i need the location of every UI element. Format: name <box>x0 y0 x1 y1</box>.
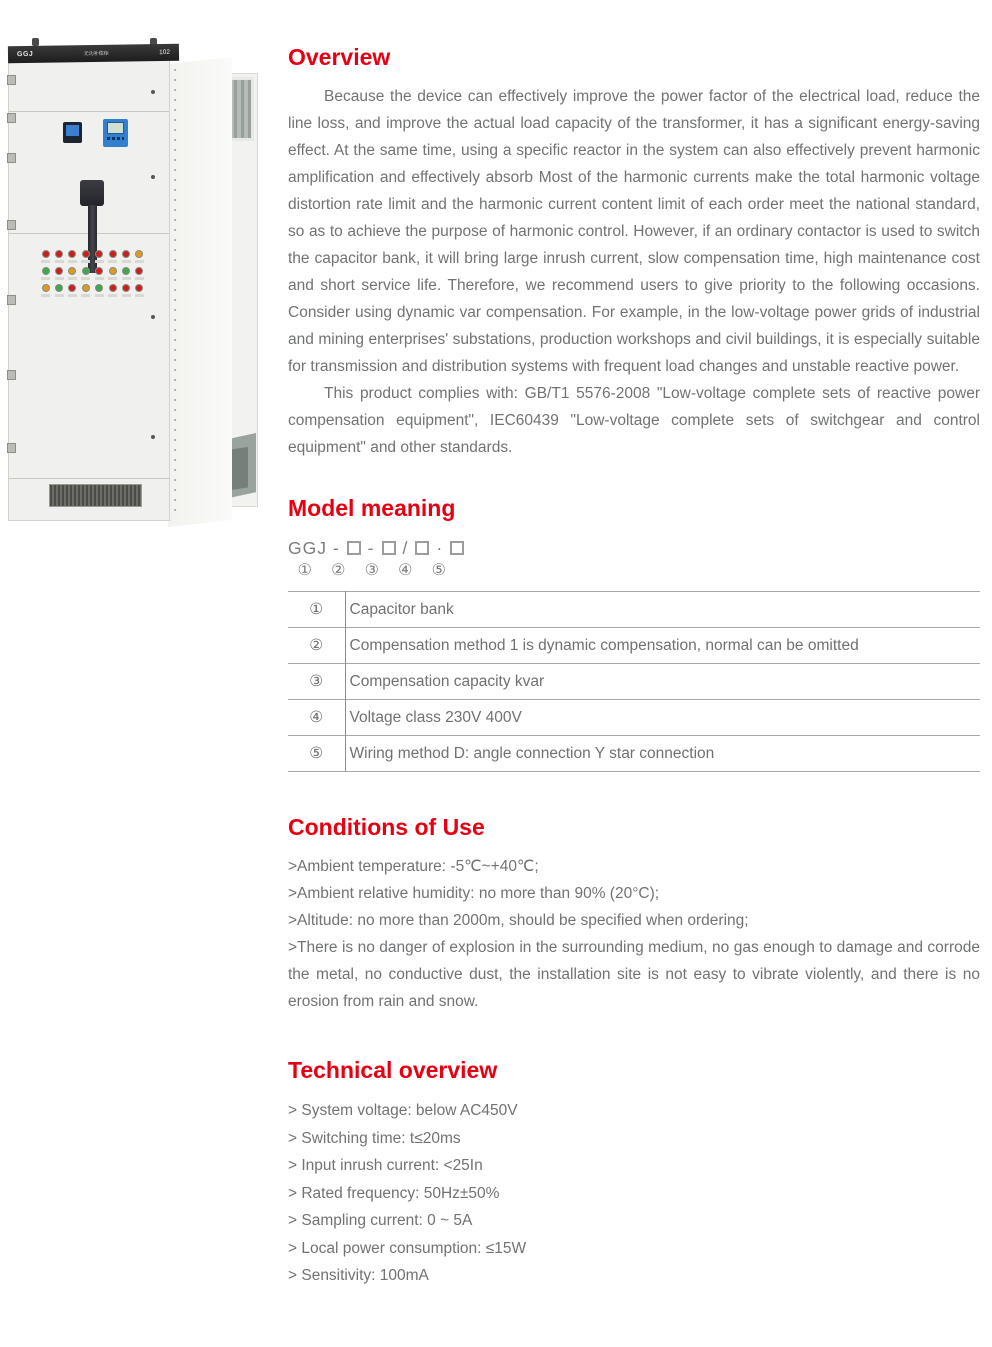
overview-heading: Overview <box>288 44 391 70</box>
model-meaning-table <box>288 591 980 772</box>
conditions-list <box>288 853 980 1015</box>
green-indicator-light <box>93 284 106 301</box>
red-indicator-light <box>52 267 65 284</box>
red-indicator-light <box>79 250 92 267</box>
light-label-strip <box>81 277 90 280</box>
red-indicator-light <box>39 250 52 267</box>
red-indicator-light <box>93 250 106 267</box>
cabinet-nameplate <box>8 44 179 63</box>
light-bulb <box>109 267 117 275</box>
hinge <box>7 153 16 163</box>
breaker-handle <box>80 180 104 206</box>
screw-icon <box>151 175 155 179</box>
light-bulb <box>109 250 117 258</box>
orange-indicator-light <box>66 267 79 284</box>
light-label-strip <box>108 277 117 280</box>
overview-paragraph-2: This product complies with: GB/T1 5576-2008 "Low-voltage complete sets of reactive power compensation equipment", IEC60439 "Low-voltage complete sets of switchgear and control equipment" and other standards. <box>288 385 980 456</box>
condition-item: >There is no danger of explosion in the surrounding medium, no gas enough to damage and corrode the metal, no conductive dust, the installation site is not easy to vibrate violently, and there is no erosion from rain and snow. <box>288 939 980 1010</box>
light-bulb <box>95 250 103 258</box>
light-bulb <box>135 250 143 258</box>
orange-indicator-light <box>79 284 92 301</box>
orange-indicator-light <box>133 250 146 267</box>
light-bulb <box>135 267 143 275</box>
row-number: ④ <box>288 700 345 736</box>
technical-list <box>288 1097 980 1290</box>
table-row <box>288 736 980 772</box>
green-indicator-light <box>119 267 132 284</box>
red-indicator-light <box>119 284 132 301</box>
power-meter-display <box>63 122 82 143</box>
row-description: Wiring method D: angle connection Y star connection <box>349 744 715 762</box>
light-label-strip <box>81 260 90 263</box>
light-bulb <box>68 284 76 292</box>
row-number: ② <box>288 628 345 664</box>
light-label-strip <box>108 260 117 263</box>
panel-divider <box>9 478 169 479</box>
light-label-strip <box>135 294 144 297</box>
red-indicator-light <box>133 267 146 284</box>
light-bulb <box>122 267 130 275</box>
circled-number: ④ <box>398 562 413 579</box>
light-bulb <box>135 284 143 292</box>
light-bulb <box>42 267 50 275</box>
light-label-strip <box>95 260 104 263</box>
condition-item: >Altitude: no more than 2000m, should be specified when ordering; <box>288 912 749 929</box>
row-description: Capacitor bank <box>349 600 454 618</box>
table-row <box>288 700 980 736</box>
model-code-legend <box>288 561 980 581</box>
light-label-strip <box>41 277 50 280</box>
light-bulb <box>42 284 50 292</box>
light-bulb <box>95 267 103 275</box>
table-row <box>288 592 980 628</box>
circled-number: ① <box>297 562 312 579</box>
light-label-strip <box>122 277 131 280</box>
light-label-strip <box>122 294 131 297</box>
cabinet-side-panel <box>168 57 232 527</box>
light-label-strip <box>55 277 64 280</box>
hinge <box>7 75 16 85</box>
circled-number: ⑤ <box>431 562 446 579</box>
light-label-strip <box>55 294 64 297</box>
light-label-strip <box>95 294 104 297</box>
technical-item: > Rated frequency: 50Hz±50% <box>288 1184 500 1202</box>
main-content <box>288 0 980 1290</box>
light-bulb <box>68 250 76 258</box>
meter-screen <box>66 125 79 136</box>
technical-item: > Switching time: t≤20ms <box>288 1129 461 1147</box>
row-description: Voltage class 230V 400V <box>349 708 522 726</box>
red-indicator-light <box>66 250 79 267</box>
cabinet-front-panel <box>8 59 170 521</box>
indicator-lights-panel <box>39 250 146 302</box>
light-label-strip <box>68 277 77 280</box>
screw-icon <box>151 90 155 94</box>
light-bulb <box>55 250 63 258</box>
model-code-text: · <box>436 537 444 558</box>
model-placeholder-box <box>382 541 396 555</box>
hinge <box>7 113 16 123</box>
technical-item: > Sampling current: 0 ~ 5A <box>288 1212 473 1229</box>
light-bulb <box>55 267 63 275</box>
light-label-strip <box>81 294 90 297</box>
light-bulb <box>82 250 90 258</box>
red-indicator-light <box>66 284 79 301</box>
condition-item: >Ambient relative humidity: no more than 90% (20°C); <box>288 885 660 902</box>
light-bulb <box>122 284 130 292</box>
nameplate-title-label: 无功补偿柜 <box>83 50 109 58</box>
light-bulb <box>95 284 103 292</box>
hinge <box>7 220 16 230</box>
green-indicator-light <box>79 267 92 284</box>
red-indicator-light <box>106 284 119 301</box>
conditions-heading: Conditions of Use <box>288 814 485 840</box>
technical-item: > Local power consumption: ≤15W <box>288 1239 527 1257</box>
red-indicator-light <box>93 267 106 284</box>
circled-number: ② <box>331 562 346 579</box>
ventilation-grille <box>49 484 142 507</box>
orange-indicator-light <box>39 284 52 301</box>
model-code-text: GGJ - <box>288 537 340 558</box>
red-indicator-light <box>52 250 65 267</box>
product-photo <box>8 35 280 535</box>
technical-item: > System voltage: below AC450V <box>288 1102 518 1119</box>
controller-buttons <box>107 137 124 140</box>
light-label-strip <box>135 277 144 280</box>
row-number: ⑤ <box>288 736 345 772</box>
hinge <box>7 370 16 380</box>
table-row <box>288 628 980 664</box>
controller-screen <box>107 122 124 134</box>
model-meaning-heading: Model meaning <box>288 495 456 521</box>
model-placeholder-box <box>347 541 361 555</box>
light-label-strip <box>108 294 117 297</box>
light-label-strip <box>55 260 64 263</box>
light-bulb <box>42 250 50 258</box>
green-indicator-light <box>39 267 52 284</box>
red-indicator-light <box>133 284 146 301</box>
model-code-diagram <box>288 536 980 560</box>
light-label-strip <box>135 260 144 263</box>
model-code-text: - <box>367 537 375 558</box>
table-row <box>288 664 980 700</box>
light-label-strip <box>122 260 131 263</box>
row-description: Compensation capacity kvar <box>349 672 545 690</box>
nameplate-model-label: GGJ <box>16 50 34 59</box>
nameplate-number-label: 102 <box>159 48 171 57</box>
row-number: ① <box>288 592 345 628</box>
light-label-strip <box>68 294 77 297</box>
light-bulb <box>82 284 90 292</box>
red-indicator-light <box>119 250 132 267</box>
hinge <box>7 443 16 453</box>
red-indicator-light <box>106 250 119 267</box>
screw-icon <box>151 435 155 439</box>
light-label-strip <box>68 260 77 263</box>
light-bulb <box>109 284 117 292</box>
model-code-text: / <box>402 537 409 558</box>
technical-item: > Sensitivity: 100mA <box>288 1267 429 1284</box>
overview-paragraph-1: Because the device can effectively improve the power factor of the electrical load, reduce the line loss, and improve the actual load capacity of the transformer, it has a significant energy-saving effect. At the same time, using a specific reactor in the system can also effectively prevent harmonic amplification and effectively absorb Most of the harmonic currents make the total harmonic voltage distortion rate limit and the harmonic current content limit of each order meet the national standard, so as to achieve the purpose of harmonic control. However, if an ordinary contactor is used to switch the capacitor bank, it will bring large inrush current, slow compensation time, high maintenance cost and short service life. Therefore, we recommend users to give priority to the following occasions. Consider using dynamic var compensation. For example, in the low-voltage power grids of industrial and mining enterprises' substations, production workshops and civil buildings, it is especially suitable for transmission and distribution systems with frequent load changes and unstable reactive power. <box>288 88 980 375</box>
light-bulb <box>122 250 130 258</box>
light-bulb <box>68 267 76 275</box>
row-description: Compensation method 1 is dynamic compensation, normal can be omitted <box>349 636 859 654</box>
light-label-strip <box>95 277 104 280</box>
technical-item: > Input inrush current: <25In <box>288 1157 483 1174</box>
light-label-strip <box>41 294 50 297</box>
orange-indicator-light <box>106 267 119 284</box>
model-placeholder-box <box>415 541 429 555</box>
controller-display <box>103 119 128 147</box>
light-label-strip <box>41 260 50 263</box>
green-indicator-light <box>52 284 65 301</box>
condition-item: >Ambient temperature: -5℃~+40℃; <box>288 858 539 875</box>
panel-divider <box>9 111 169 112</box>
light-bulb <box>55 284 63 292</box>
circled-number: ③ <box>364 562 379 579</box>
technical-heading: Technical overview <box>288 1057 498 1083</box>
screw-line <box>174 69 176 515</box>
row-number: ③ <box>288 664 345 700</box>
light-bulb <box>82 267 90 275</box>
model-placeholder-box <box>450 541 464 555</box>
hinge <box>7 295 16 305</box>
screw-icon <box>151 315 155 319</box>
